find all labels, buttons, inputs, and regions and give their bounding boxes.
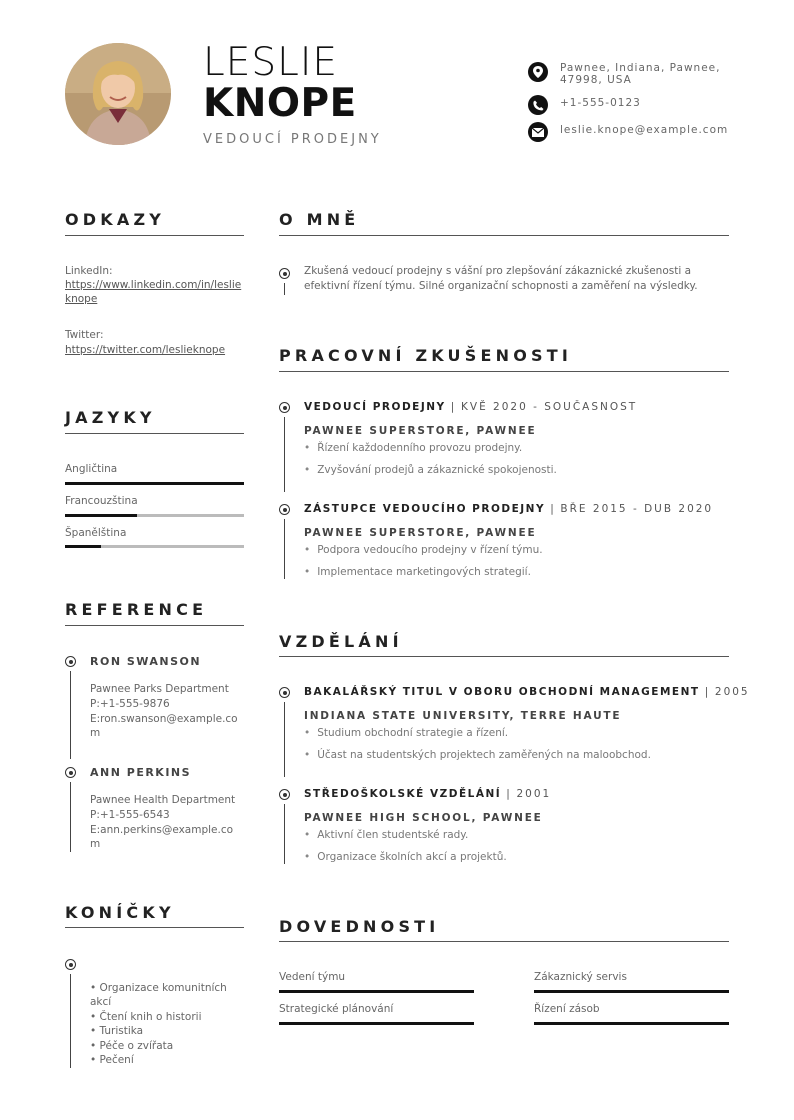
separator: | bbox=[550, 503, 556, 515]
language-bar bbox=[65, 514, 244, 517]
contact-email bbox=[528, 122, 730, 142]
job-title: VEDOUCÍ PRODEJNY bbox=[203, 132, 382, 147]
experience-divider bbox=[279, 371, 729, 372]
education-date: 2001 bbox=[516, 788, 552, 800]
job-heading bbox=[304, 401, 637, 413]
skill-bar bbox=[534, 990, 729, 993]
references-divider bbox=[65, 625, 244, 626]
job-company: PAWNEE SUPERSTORE, PAWNEE bbox=[304, 527, 537, 539]
hobby-item: • Organizace komunitních akcí bbox=[90, 982, 227, 1008]
timeline-line bbox=[284, 417, 285, 492]
skill-bar bbox=[534, 1022, 729, 1025]
contact-phone bbox=[528, 95, 730, 115]
skill-bar bbox=[279, 990, 474, 993]
skills-divider bbox=[279, 941, 729, 942]
separator: | bbox=[506, 788, 512, 800]
links-divider bbox=[65, 235, 244, 236]
degree: STŘEDOŠKOLSKÉ VZDĚLÁNÍ bbox=[304, 788, 502, 800]
timeline-dot bbox=[279, 687, 290, 698]
language-bar-fill bbox=[65, 514, 137, 517]
skills-heading: DOVEDNOSTI bbox=[279, 917, 440, 936]
twitter-label: Twitter: bbox=[65, 329, 104, 341]
timeline-dot bbox=[279, 402, 290, 413]
language-bar bbox=[65, 482, 244, 485]
skill-label: Řízení zásob bbox=[534, 1003, 600, 1015]
skill-bar bbox=[279, 1022, 474, 1025]
hobbies-heading: KONÍČKY bbox=[65, 903, 175, 922]
education-date: 2005 bbox=[714, 686, 750, 698]
hobby-item: • Pečení bbox=[90, 1054, 134, 1066]
timeline-line bbox=[284, 519, 285, 579]
job-role: VEDOUCÍ PRODEJNY bbox=[304, 401, 446, 413]
job-company: PAWNEE SUPERSTORE, PAWNEE bbox=[304, 425, 537, 437]
education-bullet: • Aktivní člen studentské rady. bbox=[304, 829, 468, 841]
languages-heading: JAZYKY bbox=[65, 408, 156, 427]
hobby-item: • Péče o zvířata bbox=[90, 1040, 174, 1052]
education-heading-line bbox=[304, 788, 551, 800]
reference-name: RON SWANSON bbox=[90, 655, 202, 668]
first-name: LESLIE bbox=[203, 40, 338, 85]
language-bar-fill bbox=[65, 482, 244, 485]
envelope-icon bbox=[528, 122, 548, 142]
last-name: KNOPE bbox=[203, 81, 357, 126]
language-name: Angličtina bbox=[65, 463, 118, 475]
timeline-line bbox=[70, 671, 71, 759]
job-heading bbox=[304, 503, 713, 515]
skill-label: Vedení týmu bbox=[279, 971, 346, 983]
linkedin-label: LinkedIn: bbox=[65, 265, 113, 277]
education-bullet: • Studium obchodní strategie a řízení. bbox=[304, 727, 508, 739]
languages-divider bbox=[65, 433, 244, 434]
reference-email: E:ron.swanson@example.com bbox=[90, 713, 238, 739]
job-bullet: • Implementace marketingových strategií. bbox=[304, 566, 531, 578]
profile-photo bbox=[65, 43, 171, 145]
reference-org: Pawnee Health Department bbox=[90, 794, 236, 806]
about-text: Zkušená vedoucí prodejny s vášní pro zlepšování zákaznické zkušenosti a efektivní řízení týmu. Silné organizační schopnosti a zaměření na výsledky. bbox=[304, 265, 698, 292]
skill-label: Zákaznický servis bbox=[534, 971, 627, 983]
job-date: KVĚ 2020 - SOUČASNOST bbox=[461, 401, 638, 413]
timeline-dot bbox=[279, 268, 290, 279]
timeline-dot bbox=[279, 789, 290, 800]
reference-phone: P:+1-555-9876 bbox=[90, 698, 170, 710]
about-heading: O MNĚ bbox=[279, 210, 360, 229]
email-text[interactable]: leslie.knope@example.com bbox=[560, 124, 729, 136]
education-heading: VZDĚLÁNÍ bbox=[279, 632, 403, 651]
reference-phone: P:+1-555-6543 bbox=[90, 809, 170, 821]
job-date: BŘE 2015 - DUB 2020 bbox=[560, 503, 714, 515]
hobby-item: • Čtení knih o historii bbox=[90, 1011, 202, 1023]
timeline-line bbox=[284, 702, 285, 777]
reference-org: Pawnee Parks Department bbox=[90, 683, 229, 695]
experience-heading: PRACOVNÍ ZKUŠENOSTI bbox=[279, 346, 572, 365]
contact-address bbox=[528, 62, 730, 86]
hobbies-divider bbox=[65, 927, 244, 928]
education-heading-line bbox=[304, 686, 750, 698]
timeline-line bbox=[284, 283, 285, 295]
phone-icon bbox=[528, 95, 548, 115]
language-bar bbox=[65, 545, 244, 548]
timeline-dot bbox=[279, 504, 290, 515]
about-divider bbox=[279, 235, 729, 236]
separator: | bbox=[450, 401, 456, 413]
reference-name: ANN PERKINS bbox=[90, 766, 192, 779]
links-heading: ODKAZY bbox=[65, 210, 166, 229]
timeline-line bbox=[70, 974, 71, 1068]
linkedin-link[interactable]: https://www.linkedin.com/in/leslieknope bbox=[65, 279, 242, 305]
job-bullet: • Podpora vedoucího prodejny v řízení týmu. bbox=[304, 544, 543, 556]
location-pin-icon bbox=[528, 62, 548, 82]
school: PAWNEE HIGH SCHOOL, PAWNEE bbox=[304, 812, 543, 824]
timeline-line bbox=[70, 782, 71, 852]
school: INDIANA STATE UNIVERSITY, TERRE HAUTE bbox=[304, 710, 622, 722]
twitter-link[interactable]: https://twitter.com/leslieknope bbox=[65, 344, 226, 356]
job-role: ZÁSTUPCE VEDOUCÍHO PRODEJNY bbox=[304, 503, 546, 515]
separator: | bbox=[704, 686, 710, 698]
timeline-line bbox=[284, 804, 285, 864]
job-bullet: • Řízení každodenního provozu prodejny. bbox=[304, 442, 522, 454]
language-name: Francouzština bbox=[65, 495, 138, 507]
address-text: Pawnee, Indiana, Pawnee, 47998, USA bbox=[560, 62, 721, 86]
education-bullet: • Účast na studentských projektech zaměřených na maloobchod. bbox=[304, 749, 651, 761]
language-bar-fill bbox=[65, 545, 101, 548]
references-heading: REFERENCE bbox=[65, 600, 208, 619]
education-bullet: • Organizace školních akcí a projektů. bbox=[304, 851, 507, 863]
timeline-dot bbox=[65, 767, 76, 778]
language-name: Španělština bbox=[65, 527, 127, 539]
degree: BAKALÁŘSKÝ TITUL V OBORU OBCHODNÍ MANAGEMENT bbox=[304, 686, 700, 698]
hobby-item: • Turistika bbox=[90, 1025, 144, 1037]
education-divider bbox=[279, 656, 729, 657]
timeline-dot bbox=[65, 656, 76, 667]
job-bullet: • Zvyšování prodejů a zákaznické spokojenosti. bbox=[304, 464, 557, 476]
timeline-dot bbox=[65, 959, 76, 970]
phone-text: +1-555-0123 bbox=[560, 97, 641, 109]
skill-label: Strategické plánování bbox=[279, 1003, 394, 1015]
reference-email: E:ann.perkins@example.com bbox=[90, 824, 234, 850]
